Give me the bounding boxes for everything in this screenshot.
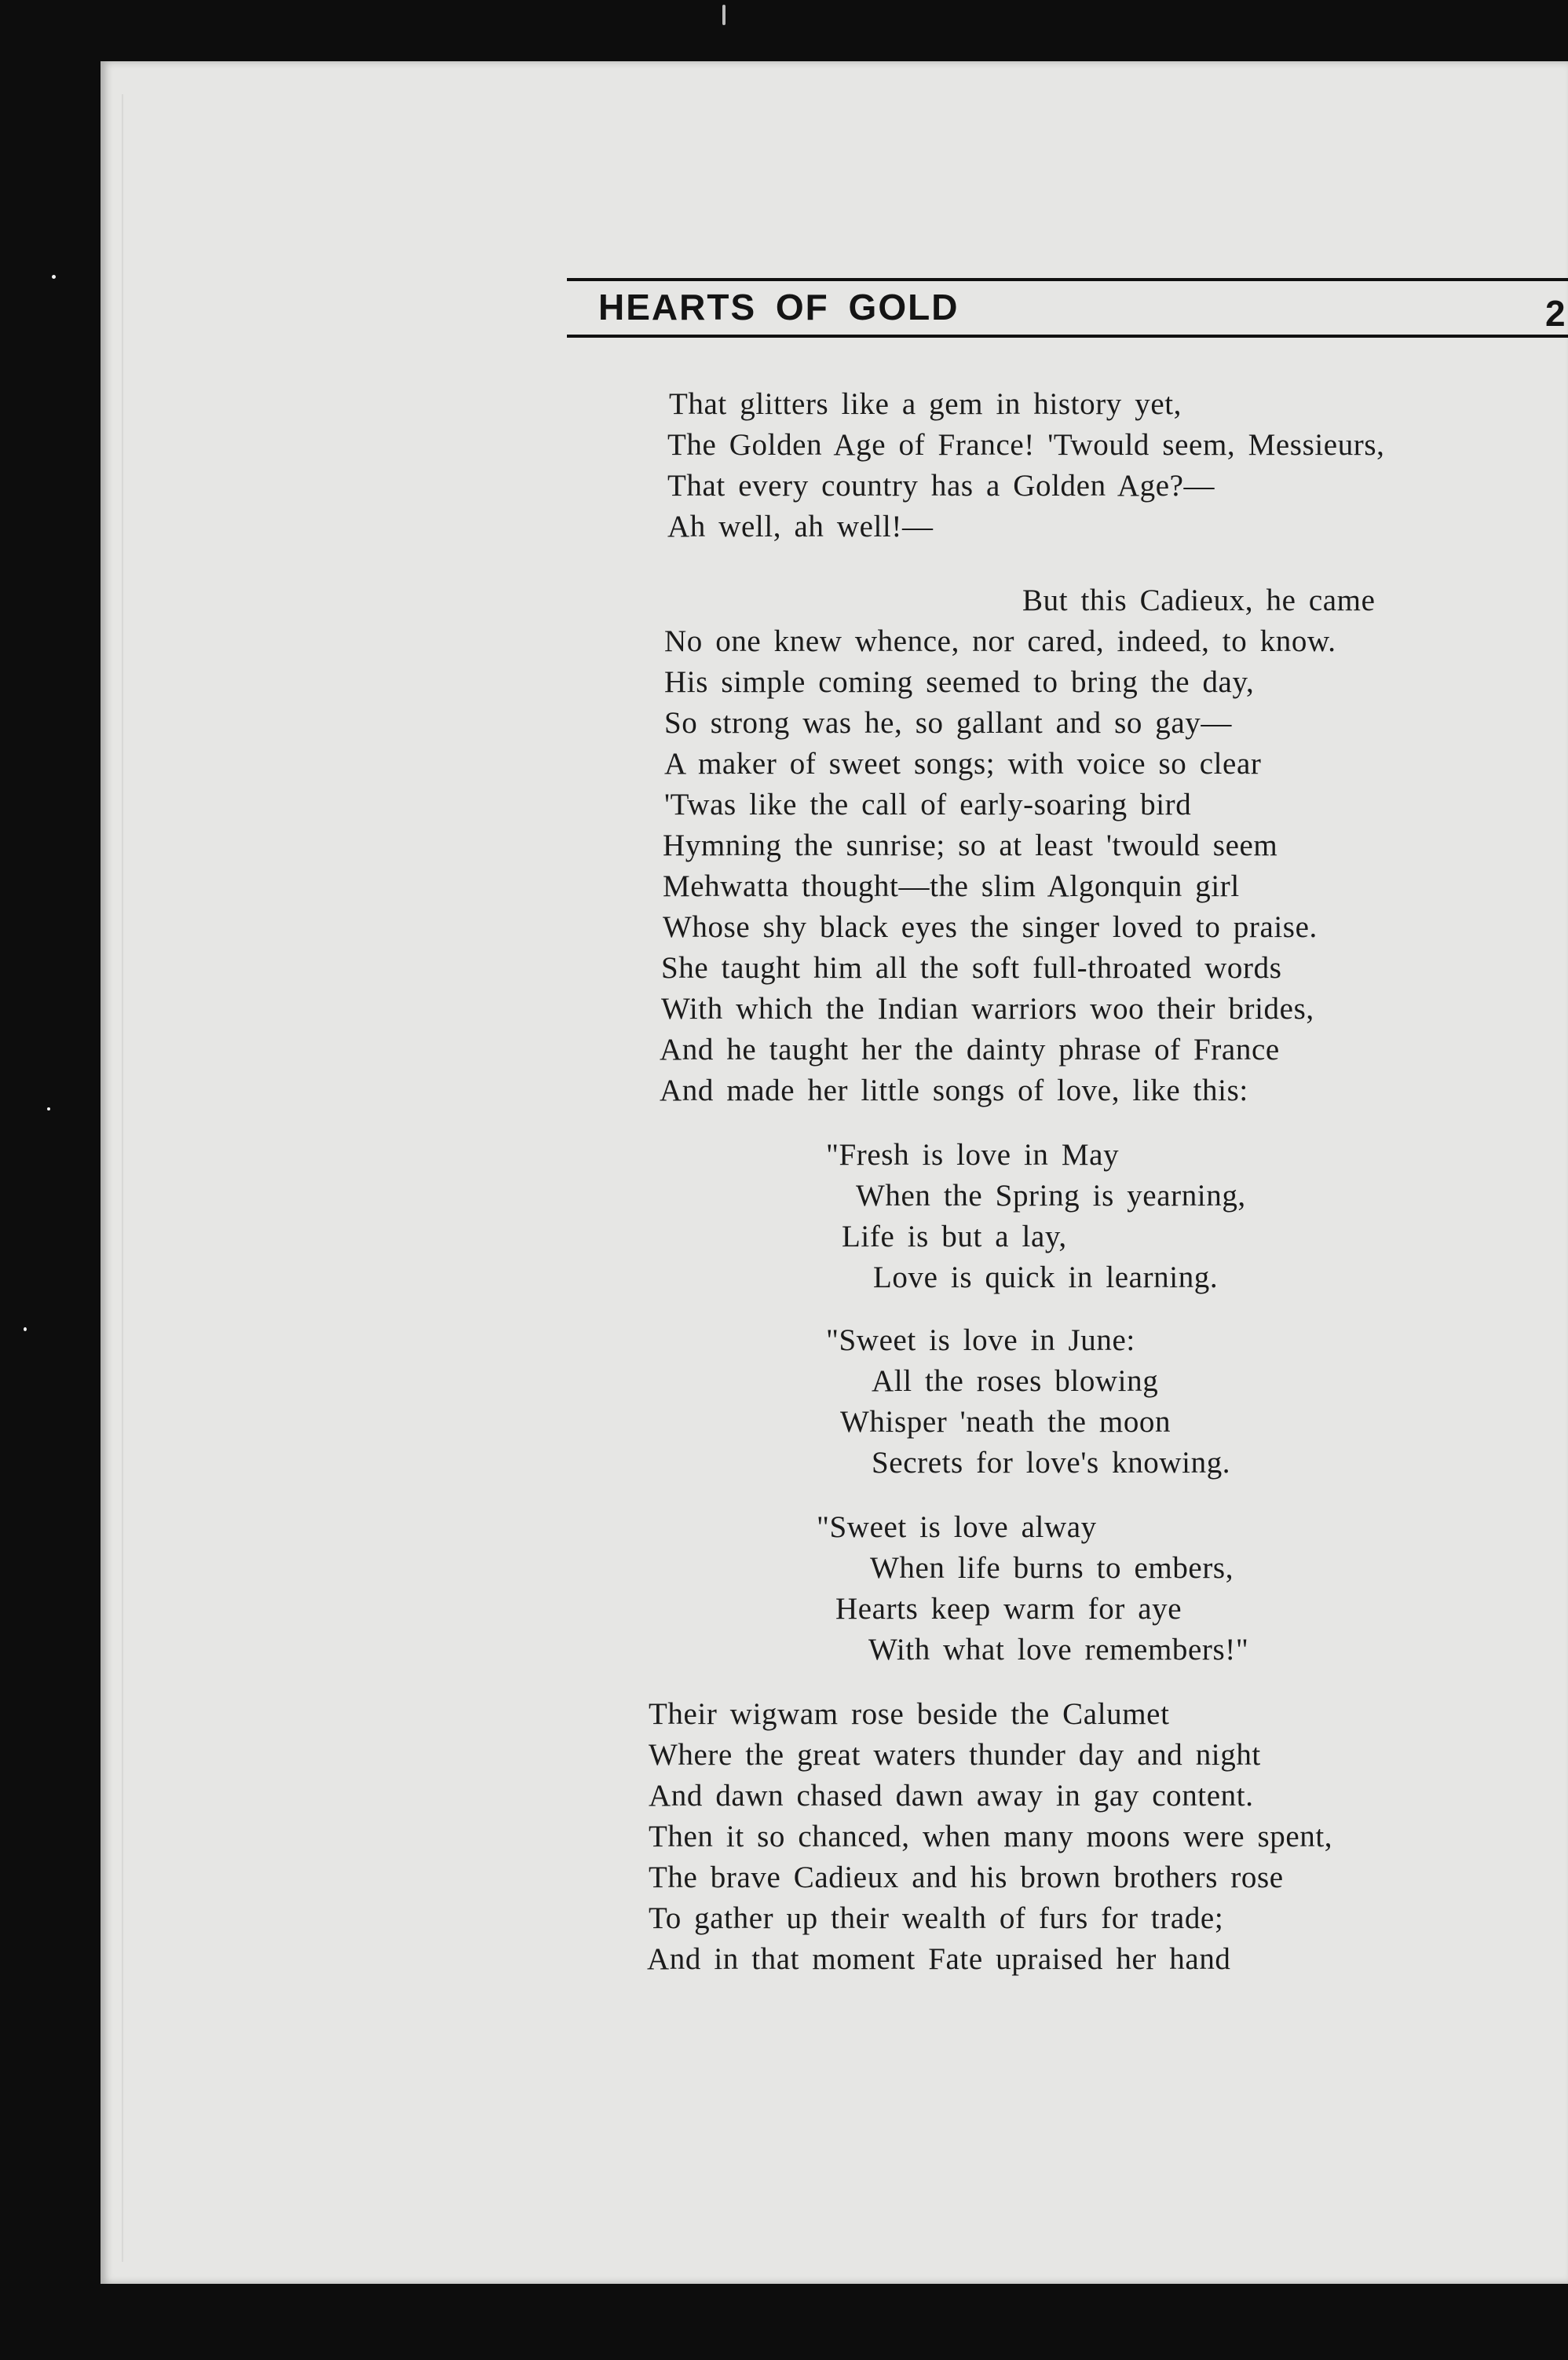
poem-line: And dawn chased dawn away in gay content. [649, 1779, 1254, 1813]
poem-line: To gather up their wealth of furs for trade; [649, 1901, 1224, 1935]
song-line: Life is but a lay, [842, 1220, 1067, 1253]
poem-line: That glitters like a gem in history yet, [669, 387, 1182, 421]
song-line: "Sweet is love alway [817, 1510, 1097, 1544]
poem-line: Hymning the sunrise; so at least 'twould seem [663, 829, 1278, 862]
poem-line: She taught him all the soft full-throated words [661, 951, 1282, 985]
poem-line: But this Cadieux, he came [1022, 584, 1376, 617]
poem-line: And in that moment Fate upraised her hand [647, 1942, 1231, 1976]
poem-line: Where the great waters thunder day and night [649, 1738, 1261, 1772]
poem-line: That every country has a Golden Age?— [667, 469, 1215, 503]
poem-line: No one knew whence, nor cared, indeed, to know. [664, 624, 1336, 658]
poem-line: So strong was he, so gallant and so gay— [664, 706, 1233, 740]
song-line: Hearts keep warm for aye [835, 1592, 1182, 1626]
poem-line: A maker of sweet songs; with voice so clear [664, 747, 1262, 781]
song-line: When the Spring is yearning, [856, 1179, 1246, 1213]
song-line: Whisper 'neath the moon [840, 1405, 1171, 1439]
poem-line: His simple coming seemed to bring the day, [664, 665, 1255, 699]
poem-line: Whose shy black eyes the singer loved to praise. [663, 910, 1318, 944]
scan-speck [52, 275, 56, 279]
song-line: "Fresh is love in May [826, 1138, 1120, 1172]
poem-line: Then it so chanced, when many moons were spent, [649, 1820, 1333, 1853]
poem-line: The brave Cadieux and his brown brothers rose [649, 1861, 1284, 1894]
song-line: When life burns to embers, [870, 1551, 1234, 1585]
poem-line: 'Twas like the call of early-soaring bird [664, 788, 1192, 821]
poem-line: Mehwatta thought—the slim Algonquin girl [663, 869, 1240, 903]
scan-speck [722, 5, 726, 25]
poem-line: And he taught her the dainty phrase of France [660, 1033, 1280, 1067]
poem-line: With which the Indian warriors woo their brides, [661, 992, 1314, 1026]
song-line: Secrets for love's knowing. [872, 1446, 1231, 1480]
scan-speck [24, 1327, 27, 1331]
poem-line: Their wigwam rose beside the Calumet [649, 1697, 1170, 1731]
song-line: "Sweet is love in June: [826, 1323, 1135, 1357]
scan-speck [47, 1107, 50, 1110]
song-line: All the roses blowing [872, 1364, 1159, 1398]
song-line: Love is quick in learning. [873, 1260, 1219, 1294]
song-line: With what love remembers!" [868, 1633, 1249, 1667]
running-title: HEARTS OF GOLD [598, 287, 959, 327]
poem-line: The Golden Age of France! 'Twould seem, Messieurs, [667, 428, 1385, 462]
page-number: 2 [1545, 293, 1566, 334]
poem-line: And made her little songs of love, like this: [660, 1074, 1248, 1107]
poem-line: Ah well, ah well!— [667, 510, 934, 543]
